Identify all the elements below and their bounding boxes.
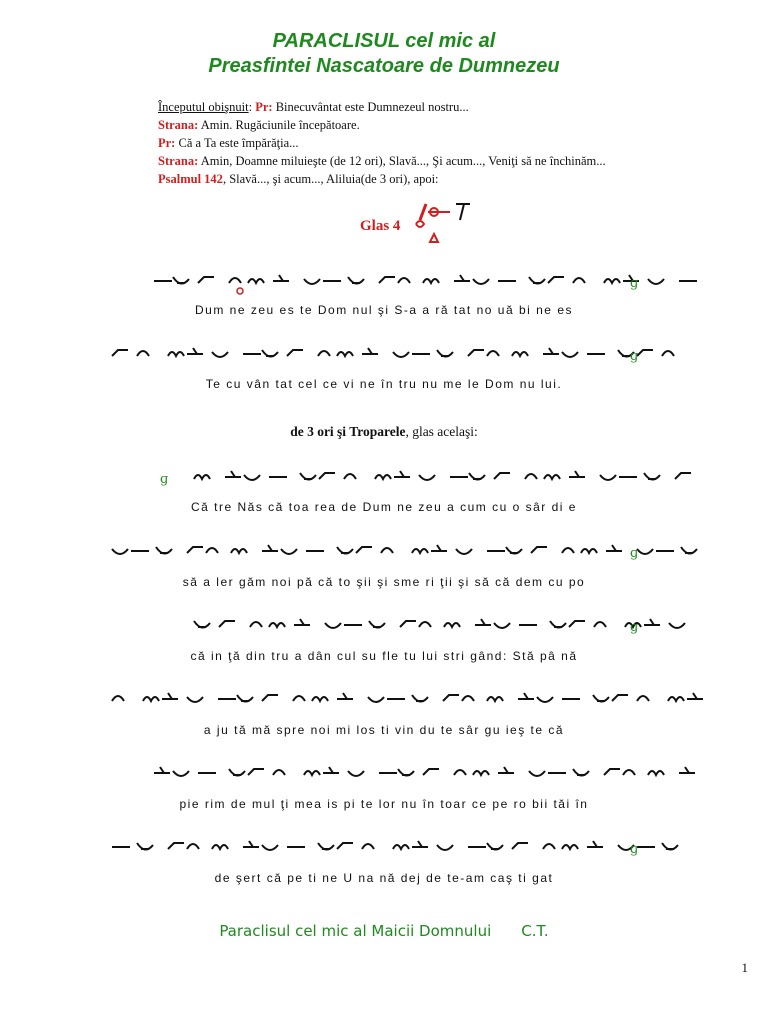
byzantine-neume-icon <box>187 697 203 702</box>
intro-text-3: Că a Ta este împărăţia... <box>175 136 299 150</box>
neume-row <box>194 619 685 635</box>
lyric-line-2: Te cu vân tat cel ce vi ne în tru nu me le Dom nu lui. <box>205 377 563 391</box>
byzantine-neume-icon <box>156 547 172 554</box>
neume-row <box>112 693 703 702</box>
byzantine-neume-icon <box>412 549 428 553</box>
intro-label-2: Strana: <box>158 118 199 132</box>
byzantine-neume-icon <box>348 277 364 284</box>
byzantine-neume-icon <box>437 350 453 357</box>
byzantine-neume-icon <box>569 471 585 477</box>
byzantine-neume-icon <box>644 619 660 625</box>
byzantine-neume-icon <box>319 473 335 479</box>
intro-label-5: Psalmul 142 <box>158 172 223 186</box>
byzantine-neume-icon <box>229 278 241 283</box>
byzantine-neume-icon <box>518 693 534 699</box>
byzantine-neume-icon <box>468 350 484 356</box>
byzantine-neume-icon <box>293 696 305 701</box>
byzantine-neume-icon <box>637 696 649 701</box>
byzantine-neume-icon <box>162 693 178 699</box>
byzantine-neume-icon <box>187 547 203 553</box>
byzantine-neume-icon <box>623 770 635 775</box>
byzantine-neume-icon <box>398 278 410 283</box>
byzantine-neume-icon <box>537 697 553 702</box>
footer-title: Paraclisul cel mic al Maicii Domnului <box>219 922 492 940</box>
intro-label-4: Strana: <box>158 154 199 168</box>
byzantine-neume-icon <box>393 352 409 357</box>
byzantine-neume-icon <box>637 549 653 554</box>
byzantine-neume-icon <box>419 475 435 480</box>
byzantine-neume-icon <box>112 549 128 554</box>
byzantine-neume-icon <box>587 841 603 847</box>
byzantine-neume-icon <box>648 279 664 284</box>
byzantine-neume-icon <box>375 475 391 479</box>
byzantine-neume-icon <box>562 845 578 849</box>
byzantine-neume-icon <box>187 844 199 849</box>
byzantine-neume-icon <box>194 621 210 628</box>
byzantine-neume-icon <box>281 549 297 554</box>
lyric-line-6: a ju tă mă spre noi mi los ti vin du te sâr gu ieş te că <box>203 723 565 737</box>
byzantine-neume-icon <box>454 770 466 775</box>
byzantine-neume-icon <box>473 771 489 775</box>
byzantine-neume-icon <box>662 351 674 356</box>
martyria-icon: ɡ <box>160 472 169 487</box>
byzantine-neume-icon <box>469 473 485 480</box>
byzantine-neume-icon <box>644 473 660 480</box>
byzantine-neume-icon <box>431 545 447 551</box>
byzantine-neume-icon <box>318 843 334 850</box>
byzantine-neume-icon <box>419 622 431 627</box>
byzantine-neume-icon <box>593 695 609 702</box>
neume-row <box>160 471 691 487</box>
byzantine-neume-icon <box>612 695 628 701</box>
byzantine-neume-icon <box>573 278 585 283</box>
byzantine-neume-icon <box>212 845 228 849</box>
byzantine-neume-icon <box>529 771 545 776</box>
byzantine-neume-icon <box>356 547 372 553</box>
byzantine-neume-icon <box>662 843 678 850</box>
page-title-line2: Preasfintei Nascatoare de Dumnezeu <box>208 55 560 77</box>
neume-row <box>112 545 697 561</box>
byzantine-neume-icon <box>273 770 285 775</box>
byzantine-neume-icon <box>312 697 328 701</box>
byzantine-neume-icon <box>604 279 620 283</box>
byzantine-neume-icon <box>187 348 203 354</box>
byzantine-neume-icon <box>462 696 474 701</box>
byzantine-neume-icon <box>562 548 574 553</box>
byzantine-neume-icon <box>206 548 218 553</box>
byzantine-neume-icon <box>243 841 259 847</box>
byzantine-neume-icon <box>237 695 253 702</box>
byzantine-neume-icon <box>604 769 620 775</box>
byzantine-neume-icon <box>262 845 278 850</box>
byzantine-neume-icon <box>368 697 384 702</box>
intro-text-1: Binecuvântat este Dumnezeul nostru... <box>272 100 469 114</box>
red-neume-icon <box>237 288 243 294</box>
byzantine-neume-icon <box>273 275 289 281</box>
martyria-icon: ɡ <box>630 620 639 635</box>
byzantine-neume-icon <box>398 769 414 776</box>
byzantine-neume-icon <box>244 475 260 480</box>
byzantine-neume-icon <box>337 693 353 699</box>
byzantine-neume-icon <box>679 767 695 773</box>
byzantine-neume-icon <box>194 475 210 479</box>
byzantine-neume-icon <box>543 844 555 849</box>
byzantine-neume-icon <box>323 767 339 773</box>
byzantine-neume-icon <box>318 351 330 356</box>
byzantine-neume-icon <box>544 475 560 479</box>
byzantine-neume-icon <box>337 547 353 554</box>
byzantine-neume-icon <box>394 471 410 477</box>
neume-row <box>154 767 695 776</box>
byzantine-neume-icon <box>112 696 124 701</box>
byzantine-neume-icon <box>550 621 566 628</box>
byzantine-neume-icon <box>294 619 310 625</box>
byzantine-neume-icon <box>362 844 374 849</box>
byzantine-neume-icon <box>529 277 545 284</box>
byzantine-neume-icon <box>248 769 264 775</box>
byzantine-neume-icon <box>487 843 503 850</box>
martyria-icon: ɡ <box>630 276 639 291</box>
byzantine-neume-icon <box>648 771 664 775</box>
byzantine-neume-icon <box>143 697 159 701</box>
byzantine-neume-icon <box>412 841 428 847</box>
lyric-line-4: să a ler găm noi pă că to şii şi sme ri ţii şi să că dem cu po <box>182 575 586 589</box>
martyria-icon: ɡ <box>630 546 639 561</box>
byzantine-neume-icon <box>325 623 341 628</box>
byzantine-neume-icon <box>379 277 395 283</box>
byzantine-neume-icon <box>269 623 285 627</box>
byzantine-neume-icon <box>154 767 170 773</box>
byzantine-neume-icon <box>454 275 470 281</box>
neume-row <box>154 275 697 291</box>
byzantine-neume-icon <box>198 277 214 283</box>
byzantine-neume-icon <box>262 545 278 551</box>
byzantine-neume-icon <box>248 279 264 283</box>
byzantine-neume-icon <box>262 350 278 357</box>
byzantine-neume-icon <box>250 622 262 627</box>
byzantine-neume-icon <box>212 352 228 357</box>
byzantine-neume-icon <box>412 695 428 702</box>
byzantine-neume-icon <box>300 473 316 480</box>
intro-pr-1: Pr: <box>255 100 273 114</box>
byzantine-neume-icon <box>337 352 353 356</box>
neume-row <box>112 348 674 364</box>
lyric-line-3: Că tre Năs că toa rea de Dum ne zeu a cum cu o sâr di e <box>191 500 577 514</box>
byzantine-neume-icon <box>231 549 247 553</box>
byzantine-neume-icon <box>262 695 278 701</box>
footer <box>0 922 768 940</box>
martyria-icon: ɡ <box>630 842 639 857</box>
byzantine-neume-icon <box>594 622 606 627</box>
byzantine-neume-icon <box>456 549 472 554</box>
byzantine-neume-icon <box>494 623 510 628</box>
byzantine-neume-icon <box>473 279 489 284</box>
intro-label-1: Începutul obişnuit <box>158 100 249 114</box>
byzantine-neume-icon <box>137 843 153 850</box>
byzantine-neume-icon <box>581 549 597 553</box>
byzantine-neume-icon <box>112 350 128 356</box>
byzantine-neume-icon <box>543 348 559 354</box>
byzantine-neume-icon <box>381 548 393 553</box>
byzantine-neume-icon <box>506 547 522 554</box>
intro-label-3: Pr: <box>158 136 176 150</box>
lyric-line-5: că in ţă din tru a dân cul su fle tu lui stri gând: Stă pâ nă <box>190 649 578 663</box>
byzantine-neume-icon <box>173 771 189 776</box>
byzantine-neume-icon <box>168 843 184 849</box>
byzantine-neume-icon <box>512 352 528 356</box>
byzantine-neume-icon <box>443 695 459 701</box>
byzantine-neume-icon <box>569 621 585 627</box>
byzantine-neume-icon <box>606 545 622 551</box>
byzantine-neume-icon <box>393 845 409 849</box>
page-title-line1: PARACLISUL cel mic al <box>272 30 496 52</box>
neume-row <box>112 841 678 857</box>
byzantine-neume-icon <box>444 623 460 627</box>
byzantine-neume-icon <box>687 693 703 699</box>
byzantine-neume-icon <box>573 769 589 776</box>
byzantine-neume-icon <box>219 621 235 627</box>
lyric-line-8: de şert că pe ti ne U na nă dej de te-am caş ti gat <box>214 871 554 885</box>
byzantine-neume-icon <box>494 473 510 479</box>
intro-text-2: Amin. Rugăciunile începătoare. <box>198 118 360 132</box>
byzantine-neume-icon <box>168 352 184 356</box>
section-heading-rest: , glas acelaşi: <box>405 424 478 439</box>
byzantine-neume-icon <box>225 471 241 477</box>
section-heading-bold: de 3 ori şi Troparele <box>290 424 406 439</box>
byzantine-neume-icon <box>548 277 564 283</box>
intro-text-5: , Slavă..., şi acum..., Aliluia(de 3 ori), apoi: <box>222 172 439 186</box>
byzantine-neume-icon <box>562 352 578 357</box>
page-number: 1 <box>741 960 748 975</box>
martyria-icon: ɡ <box>630 349 639 364</box>
byzantine-neume-icon <box>173 277 189 284</box>
byzantine-neume-icon <box>475 619 491 625</box>
byzantine-neume-icon <box>437 845 453 850</box>
byzantine-neume-icon <box>400 621 416 627</box>
byzantine-neume-icon <box>304 279 320 284</box>
byzantine-neume-icon <box>423 279 439 283</box>
byzantine-neume-icon <box>487 351 499 356</box>
byzantine-neume-icon <box>304 771 320 775</box>
intro-text-4: Amin, Doamne miluieşte (de 12 ori), Slavă..., Şi acum..., Veniţi să ne închinăm... <box>198 154 606 168</box>
byzantine-neume-icon <box>369 621 385 628</box>
footer-author: C.T. <box>521 922 549 940</box>
byzantine-neume-icon <box>675 473 691 479</box>
byzantine-neume-icon <box>344 474 356 479</box>
byzantine-neume-icon <box>681 547 697 554</box>
byzantine-neume-icon <box>668 697 684 701</box>
byzantine-neume-icon <box>637 350 653 356</box>
byzantine-neume-icon <box>600 475 616 480</box>
byzantine-neume-icon <box>531 547 547 553</box>
glas-label: Glas 4 <box>360 218 401 234</box>
lyric-line-1: Dum ne zeu es te Dom nul şi S-a a ră tat no uă bi ne es <box>195 303 573 317</box>
byzantine-neume-icon <box>229 769 245 776</box>
intro-sep-1: : <box>248 100 256 114</box>
byzantine-neume-icon <box>498 767 514 773</box>
byzantine-neume-icon <box>348 771 364 776</box>
byzantine-neume-icon <box>287 350 303 356</box>
byzantine-neume-icon <box>669 623 685 628</box>
lyric-line-7: pie rim de mul ţi mea is pi te lor nu în toar ce pe ro bii tăi în <box>179 797 589 811</box>
byzantine-neume-icon <box>487 697 503 701</box>
section-heading <box>0 424 768 440</box>
byzantine-neume-icon <box>137 351 149 356</box>
byzantine-neume-icon <box>362 348 378 354</box>
byzantine-neume-icon <box>525 474 537 479</box>
byzantine-neume-icon <box>337 843 353 849</box>
byzantine-neume-icon <box>512 843 528 849</box>
byzantine-neume-icon <box>423 769 439 775</box>
